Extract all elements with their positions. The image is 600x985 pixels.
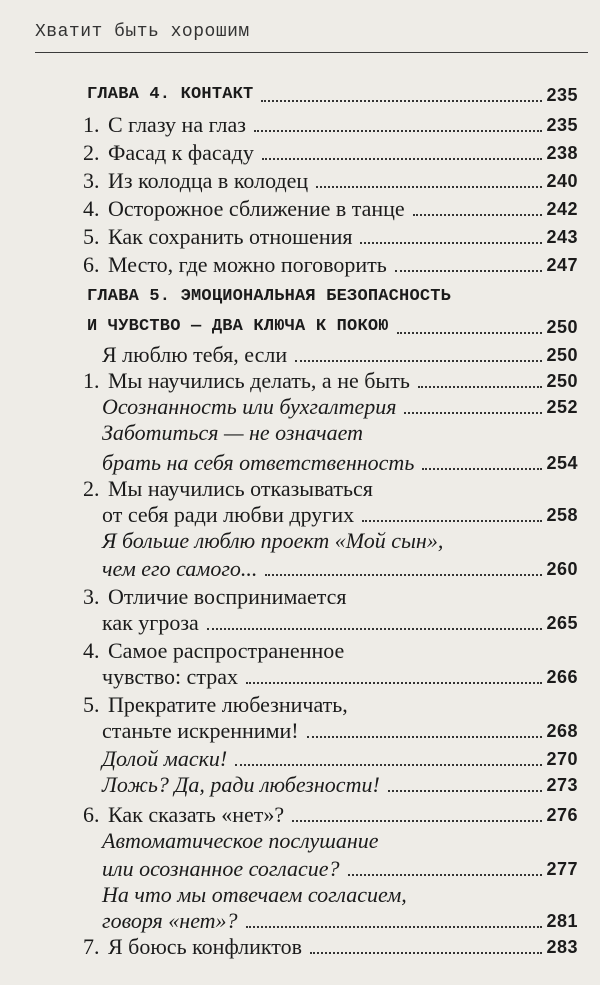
toc-entry-title: С глазу на глаз: [108, 112, 246, 137]
toc-entry: [0, 222, 600, 252]
toc-entry-title: Заботиться — не означает: [102, 420, 363, 445]
toc-entry-number: 1.: [83, 368, 100, 393]
chapter-title: ГЛАВА 5. ЭМОЦИОНАЛЬНАЯ БЕЗОПАСНОСТЬ: [87, 287, 452, 306]
toc-entry: [0, 716, 600, 746]
toc-page-number: 276: [546, 805, 578, 825]
leader-dots: [348, 874, 542, 876]
toc-entry: [0, 770, 600, 800]
toc-entry: [0, 526, 600, 556]
toc-page-number: 252: [546, 397, 578, 417]
toc-entry: [0, 826, 600, 856]
toc-entry-title: Долой маски!: [102, 746, 228, 771]
toc-entry-title: чувство: страх: [102, 664, 238, 689]
toc-entry: [0, 194, 600, 224]
toc-entry: [0, 608, 600, 638]
leader-dots: [265, 574, 542, 576]
toc-entry: [0, 110, 600, 140]
leader-dots: [360, 242, 542, 244]
toc-page-number: 243: [546, 227, 578, 247]
toc-entry-title: Отличие воспринимается: [108, 584, 347, 609]
leader-dots: [316, 186, 542, 188]
toc-page-number: 250: [546, 345, 578, 365]
toc-entry-title: Как сказать «нет»?: [108, 802, 285, 827]
toc-page-number: 268: [546, 721, 578, 741]
toc-page-number: 265: [546, 613, 578, 633]
toc-entry-title: Я боюсь конфликтов: [108, 934, 303, 959]
leader-dots: [292, 820, 542, 822]
toc-chapter-line: [0, 312, 600, 342]
leader-dots: [254, 130, 542, 132]
leader-dots: [397, 332, 542, 334]
toc-page-number: 260: [546, 559, 578, 579]
leader-dots: [295, 360, 542, 362]
leader-dots: [207, 628, 542, 630]
toc-entry: [0, 662, 600, 692]
toc-entry-title: или осознанное согласие?: [102, 856, 340, 881]
toc-entry-title: Самое распространенное: [108, 638, 345, 663]
toc-page-number: 238: [546, 143, 578, 163]
leader-dots: [413, 214, 542, 216]
toc-entry: [0, 250, 600, 280]
toc-entry-title: Прекратите любезничать,: [108, 692, 348, 717]
toc-entry-title: Осознанность или бухгалтерия: [102, 394, 397, 419]
leader-dots: [404, 412, 542, 414]
toc-entry-title: говоря «нет»?: [102, 908, 238, 933]
toc-entry: [0, 418, 600, 448]
toc-page-number: 242: [546, 199, 578, 219]
toc-entry-number: 5.: [83, 224, 100, 249]
leader-dots: [261, 100, 542, 102]
toc-page-number: 281: [546, 911, 578, 931]
toc-entry-title: как угроза: [102, 610, 199, 635]
toc-page-number: 270: [546, 749, 578, 769]
toc-entry-title: Из колодца в колодец: [108, 168, 309, 193]
toc-page-number: 273: [546, 775, 578, 795]
leader-dots: [307, 736, 542, 738]
toc-entry-title: Осторожное сближение в танце: [108, 196, 405, 221]
toc-entry-number: 4.: [83, 196, 100, 221]
leader-dots: [388, 790, 542, 792]
toc-page-number: 247: [546, 255, 578, 275]
toc-entry-number: 2.: [83, 140, 100, 165]
toc-page-number: 254: [546, 453, 578, 473]
toc-entry-title: Автоматическое послушание: [102, 828, 379, 853]
toc-entry-title: Я больше люблю проект «Мой сын»,: [102, 528, 444, 553]
leader-dots: [422, 468, 542, 470]
toc-chapter-line: [0, 282, 600, 312]
leader-dots: [395, 270, 542, 272]
toc-entry-number: 6.: [83, 252, 100, 277]
leader-dots: [362, 520, 542, 522]
toc-entry: [0, 554, 600, 584]
chapter-title: ГЛАВА 4. КОНТАКТ: [87, 85, 254, 104]
toc-entry-number: 1.: [83, 112, 100, 137]
toc-entry-title: Мы научились делать, а не быть: [108, 368, 410, 393]
toc-entry-title: Я люблю тебя, если: [102, 342, 288, 367]
toc-entry-number: 3.: [83, 168, 100, 193]
toc-entry: [0, 138, 600, 168]
toc-page-number: 283: [546, 937, 578, 957]
toc-entry-title: чем его самого...: [102, 556, 258, 581]
toc-entry-number: 7.: [83, 934, 100, 959]
leader-dots: [310, 952, 542, 954]
toc-entry-title: На что мы отвечаем согласием,: [102, 882, 407, 907]
toc-entry-number: 2.: [83, 476, 100, 501]
toc-entry: [0, 166, 600, 196]
leader-dots: [246, 682, 542, 684]
leader-dots: [262, 158, 542, 160]
toc-entry-title: Место, где можно поговорить: [108, 252, 387, 277]
leader-dots: [246, 926, 542, 928]
toc-entry-number: 5.: [83, 692, 100, 717]
toc-entry-number: 4.: [83, 638, 100, 663]
toc-entry-title: Как сохранить отношения: [108, 224, 353, 249]
chapter-title: И ЧУВСТВО — ДВА КЛЮЧА К ПОКОЮ: [87, 317, 389, 336]
running-head: Хватит быть хорошим: [35, 22, 250, 42]
toc-entry-title: Ложь? Да, ради любезности!: [102, 772, 380, 797]
toc-page-number: 240: [546, 171, 578, 191]
toc-entry-title: станьте искренними!: [102, 718, 299, 743]
toc-page-number: 235: [546, 85, 578, 105]
toc-page-number: 250: [546, 317, 578, 337]
toc-entry-number: 3.: [83, 584, 100, 609]
toc-entry-number: 6.: [83, 802, 100, 827]
toc-entry-title: брать на себя ответственность: [102, 450, 415, 475]
leader-dots: [235, 764, 542, 766]
toc-page-number: 277: [546, 859, 578, 879]
toc-page-number: 235: [546, 115, 578, 135]
toc-page-number: 266: [546, 667, 578, 687]
toc-entry: [0, 932, 600, 962]
toc-entry-title: Фасад к фасаду: [108, 140, 254, 165]
toc-page-number: 250: [546, 371, 578, 391]
leader-dots: [418, 386, 542, 388]
header-rule: [35, 52, 588, 53]
toc-entry-title: от себя ради любви других: [102, 502, 355, 527]
toc-chapter-line: [0, 80, 600, 110]
toc-page-number: 258: [546, 505, 578, 525]
toc-entry-title: Мы научились отказываться: [108, 476, 373, 501]
